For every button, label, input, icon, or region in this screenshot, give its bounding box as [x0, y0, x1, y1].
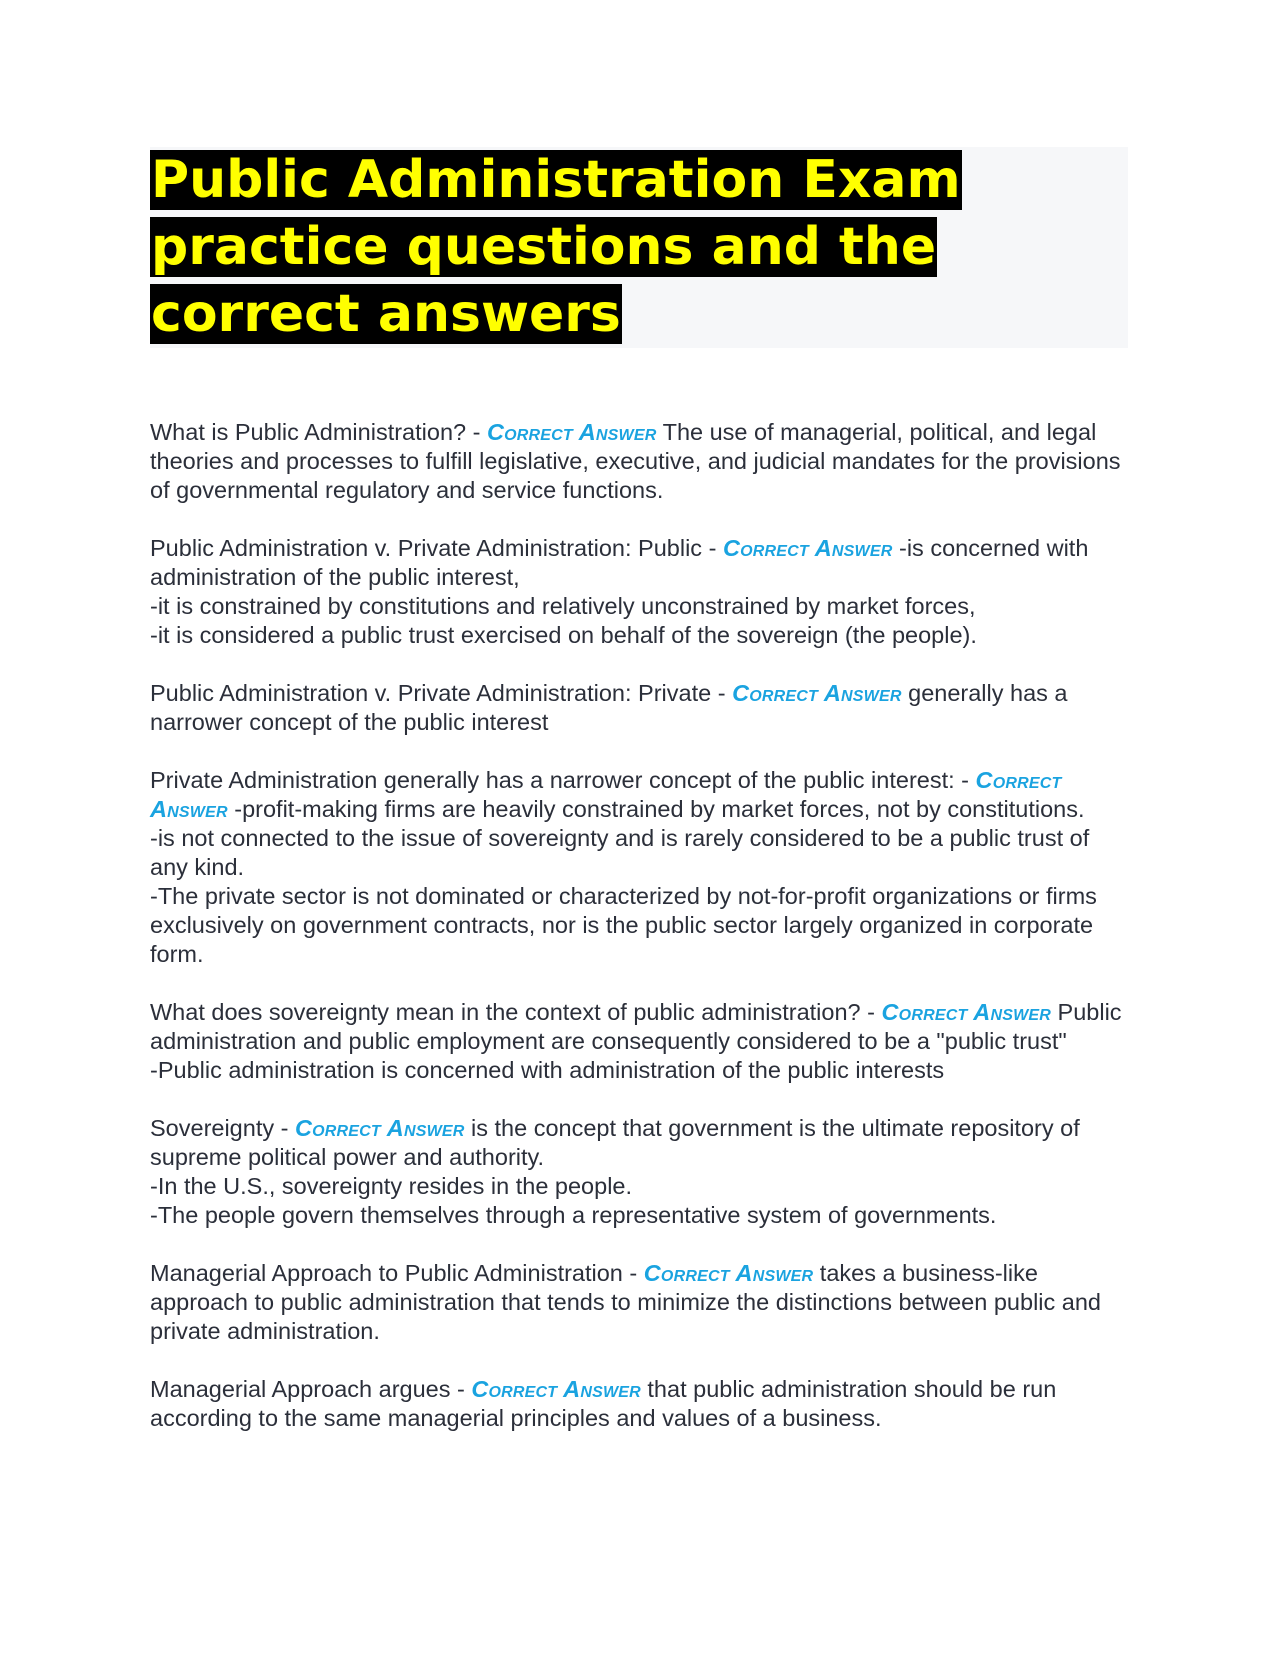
question-text: Private Administration generally has a narrower concept of the public interest: - — [150, 767, 976, 793]
answer-text: takes a business-like approach to public administration that tends to minimize the distinctions between public and private administration. — [150, 1260, 1101, 1344]
qa-item — [150, 534, 1128, 650]
correct-answer-label: Correct Answer — [881, 999, 1052, 1025]
qa-main-line — [150, 534, 1128, 592]
qa-item — [150, 1375, 1128, 1433]
answer-text: -is concerned with administration of the public interest, — [150, 535, 1089, 590]
correct-answer-label: Correct Answer — [643, 1260, 814, 1286]
qa-item — [150, 1114, 1128, 1230]
title-block — [150, 147, 1128, 348]
answer-extra-line: -The people govern themselves through a representative system of governments. — [150, 1202, 997, 1228]
answer-text: -profit-making firms are heavily constrained by market forces, not by constitutions. — [227, 796, 1085, 822]
answer-text: The use of managerial, political, and legal theories and processes to fulfill legislative, executive, and judicial mandates for the provisions of governmental regulatory and service functions. — [150, 419, 1121, 503]
answer-extra-line: -it is constrained by constitutions and relatively unconstrained by market forces, — [150, 593, 976, 619]
correct-answer-label: Correct Answer — [732, 680, 902, 706]
question-text: Managerial Approach to Public Administration - — [150, 1260, 644, 1286]
qa-main-line — [150, 998, 1128, 1056]
qa-item — [150, 766, 1128, 969]
question-text: Public Administration v. Private Administration: Public - — [150, 535, 723, 561]
document-title-text: Public Administration Exam practice questions and the correct answers — [151, 150, 961, 344]
answer-text: generally has a narrower concept of the public interest — [150, 680, 1068, 735]
qa-main-line — [150, 418, 1128, 505]
question-text: Public Administration v. Private Administration: Private - — [150, 680, 733, 706]
question-text: Sovereignty - — [150, 1115, 295, 1141]
answer-extra-line: -Public administration is concerned with administration of the public interests — [150, 1057, 945, 1083]
correct-answer-label: Correct Answer — [486, 419, 657, 445]
question-text: What does sovereignty mean in the context of public administration? - — [150, 999, 882, 1025]
qa-main-line — [150, 1259, 1128, 1346]
answer-text: is the concept that government is the ultimate repository of supreme political power and authority. — [150, 1115, 1080, 1170]
qa-item — [150, 998, 1128, 1085]
correct-answer-label: Correct Answer — [294, 1115, 465, 1141]
answer-extra-line: -In the U.S., sovereignty resides in the people. — [150, 1173, 633, 1199]
qa-main-line — [150, 766, 1128, 824]
answer-text: that public administration should be run according to the same managerial principles and values of a business. — [150, 1376, 1057, 1431]
qa-main-line — [150, 1375, 1128, 1433]
qa-main-line — [150, 1114, 1128, 1172]
qa-list — [150, 418, 1128, 1433]
correct-answer-label: Correct Answer — [722, 535, 893, 561]
qa-main-line — [150, 679, 1128, 737]
answer-extra-line: -it is considered a public trust exercised on behalf of the sovereign (the people). — [150, 622, 977, 648]
qa-item — [150, 1259, 1128, 1346]
qa-item — [150, 418, 1128, 505]
question-text: Managerial Approach argues - — [150, 1376, 472, 1402]
qa-item — [150, 679, 1128, 737]
correct-answer-label: Correct Answer — [471, 1376, 641, 1402]
answer-text: Public administration and public employment are consequently considered to be a "public trust" — [150, 999, 1122, 1054]
correct-answer-label: Correct Answer — [150, 767, 1062, 822]
answer-extra-line: -The private sector is not dominated or characterized by not-for-profit organizations or firms exclusively on government contracts, nor is the public sector largely organized in corporate form. — [150, 883, 1097, 967]
answer-extra-line: -is not connected to the issue of sovereignty and is rarely considered to be a public trust of any kind. — [150, 825, 1090, 880]
question-text: What is Public Administration? - — [150, 419, 487, 445]
document-page — [150, 147, 1128, 1462]
document-title — [150, 147, 1128, 348]
